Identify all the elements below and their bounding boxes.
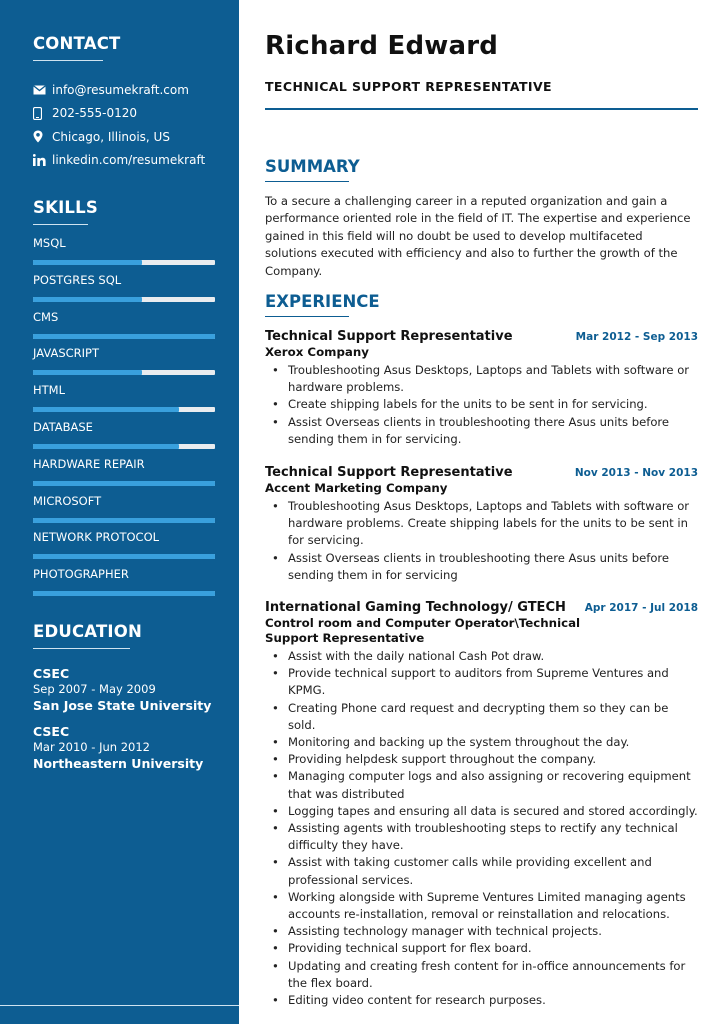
skill-bar-fill [33, 297, 142, 302]
sidebar-footer-divider [0, 1005, 239, 1006]
skill-bar [33, 518, 215, 523]
skill-bar [33, 591, 215, 596]
skill-bar-fill [33, 554, 215, 559]
skill-item [33, 272, 215, 309]
contact-email-text: info@resumekraft.com [52, 82, 189, 97]
job-bullet: • Assisting technology manager with technical projects. [265, 923, 698, 940]
contact-phone[interactable] [33, 102, 215, 126]
job-bullets [265, 498, 698, 584]
job-bullet: • Provide technical support to auditors from Supreme Ventures and KPMG. [265, 665, 698, 699]
education-item [33, 724, 223, 772]
job-date: Nov 2013 - Nov 2013 [574, 467, 698, 479]
job-date: Mar 2012 - Sep 2013 [575, 331, 698, 343]
job-bullet: • Logging tapes and ensuring all data is secured and stored accordingly. [265, 803, 698, 820]
job-company: Accent Marketing Company [265, 481, 448, 495]
skill-item [33, 529, 215, 566]
skill-bar-fill [33, 260, 142, 265]
skill-name: PHOTOGRAPHER [33, 567, 129, 582]
job-title: International Gaming Technology/ GTECH [265, 600, 566, 615]
contact-heading-underline [33, 60, 103, 61]
skill-name: CMS [33, 309, 59, 324]
skill-bar [33, 407, 215, 412]
skill-bar-fill [33, 370, 142, 375]
candidate-name: Richard Edward [265, 31, 499, 61]
skill-item [33, 456, 215, 493]
contact-location-text: Chicago, Illinois, US [52, 129, 170, 144]
envelope-icon [33, 85, 52, 95]
skill-bar-fill [33, 334, 215, 339]
skill-item [33, 382, 215, 419]
skill-item [33, 419, 215, 456]
contact-email[interactable] [33, 78, 215, 102]
contact-location [33, 125, 215, 149]
job-header [265, 329, 698, 344]
experience-heading-underline [265, 316, 349, 317]
skill-bar [33, 297, 215, 302]
job-entry [265, 329, 698, 448]
skill-bar [33, 481, 215, 486]
skill-bar [33, 554, 215, 559]
contact-heading: CONTACT [33, 34, 121, 53]
skill-item [33, 566, 215, 603]
job-bullet: • Assist with taking customer calls while providing excellent and professional services. [265, 854, 698, 888]
skill-bar-fill [33, 518, 215, 523]
education-school: San Jose State University [33, 698, 212, 713]
skill-bar [33, 370, 215, 375]
job-date: Apr 2017 - Jul 2018 [584, 602, 698, 614]
contact-list [33, 78, 215, 172]
skill-bar-fill [33, 444, 179, 449]
linkedin-icon [33, 154, 52, 166]
job-bullet: • Create shipping labels for the units to be sent in for servicing. [265, 396, 698, 413]
job-title: Technical Support Representative [265, 465, 513, 480]
skill-bar [33, 444, 215, 449]
job-bullet: • Troubleshooting Asus Desktops, Laptops and Tablets with software or hardware problems. Create shipping labels for the units to be sent in for servicing. [265, 498, 698, 550]
skill-bar-fill [33, 591, 215, 596]
skill-name: MICROSOFT [33, 493, 102, 508]
skill-item [33, 235, 215, 272]
job-header [265, 465, 698, 480]
job-bullet: • Providing helpdesk support throughout the company. [265, 751, 698, 768]
job-entry [265, 465, 698, 584]
sidebar [0, 0, 239, 1024]
skill-name: HTML [33, 383, 66, 398]
skill-bar [33, 334, 215, 339]
skill-name: JAVASCRIPT [33, 346, 99, 361]
contact-linkedin-text: linkedin.com/resumekraft [52, 153, 206, 168]
skill-name: DATABASE [33, 419, 93, 434]
job-bullets [265, 648, 698, 1009]
job-bullet: • Working alongside with Supreme Ventures Limited managing agents accounts re-installation, removal or reinstallation and relocations. [265, 889, 698, 923]
location-pin-icon [33, 130, 52, 143]
job-bullet: • Assisting agents with troubleshooting steps to rectify any technical difficulty they have. [265, 820, 698, 854]
skill-item [33, 493, 215, 530]
job-bullet: • Updating and creating fresh content for in-office announcements for the flex board. [265, 958, 698, 992]
education-degree: CSEC [33, 666, 70, 681]
job-bullet: • Editing video content for research purposes. [265, 992, 698, 1009]
job-bullet: • Troubleshooting Asus Desktops, Laptops and Tablets with software or hardware problems. [265, 362, 698, 396]
job-bullet: • Creating Phone card request and decrypting them so they can be sold. [265, 700, 698, 734]
candidate-role: TECHNICAL SUPPORT REPRESENTATIVE [265, 79, 552, 94]
education-item [33, 666, 223, 714]
summary-heading: SUMMARY [265, 157, 360, 176]
education-section [33, 622, 223, 772]
skills-heading: SKILLS [33, 198, 98, 217]
job-header [265, 600, 698, 615]
job-company: Control room and Computer Operator\Technical Support Representative [265, 616, 581, 645]
skill-name: POSTGRES SQL [33, 272, 122, 287]
job-bullet: • Monitoring and backing up the system throughout the day. [265, 734, 698, 751]
summary-text: To a secure a challenging career in a reputed organization and gain a performance oriented role in the field of IT. The expertise and experience gained in this field will no doubt be used to develop multifaceted solutions executed with efficiency and also to further the growth of the Company. [265, 194, 691, 278]
job-title: Technical Support Representative [265, 329, 513, 344]
job-entry [265, 600, 698, 1009]
skill-name: MSQL [33, 236, 66, 250]
skill-name: NETWORK PROTOCOL [33, 530, 160, 545]
skill-item [33, 309, 215, 346]
job-company: Xerox Company [265, 345, 369, 359]
header-divider [265, 108, 698, 110]
education-degree: CSEC [33, 724, 70, 739]
summary-heading-underline [265, 181, 349, 182]
education-heading-underline [33, 648, 130, 649]
skill-name: HARDWARE REPAIR [33, 456, 145, 471]
skill-bar-fill [33, 407, 179, 412]
education-school: Northeastern University [33, 756, 204, 771]
education-dates: Mar 2010 - Jun 2012 [33, 740, 150, 754]
job-bullet: • Providing technical support for flex board. [265, 940, 698, 957]
skill-bar-fill [33, 481, 215, 486]
contact-linkedin[interactable] [33, 149, 215, 173]
education-dates: Sep 2007 - May 2009 [33, 682, 156, 696]
contact-phone-text: 202-555-0120 [52, 106, 138, 121]
skill-item [33, 345, 215, 382]
job-bullets [265, 362, 698, 448]
job-bullet: • Managing computer logs and also assigning or recovering equipment that was distributed [265, 768, 698, 802]
job-bullet: • Assist with the daily national Cash Pot draw. [265, 648, 698, 665]
job-bullet: • Assist Overseas clients in troubleshooting there Asus units before sending them in for servicing [265, 550, 698, 584]
skill-bar [33, 260, 215, 265]
education-heading: EDUCATION [33, 622, 142, 641]
phone-icon [33, 107, 52, 120]
job-bullet: • Assist Overseas clients in troubleshooting there Asus units before sending them in for servicing. [265, 414, 698, 448]
skills-list [33, 235, 215, 603]
experience-heading: EXPERIENCE [265, 292, 380, 311]
skills-section [33, 198, 215, 603]
